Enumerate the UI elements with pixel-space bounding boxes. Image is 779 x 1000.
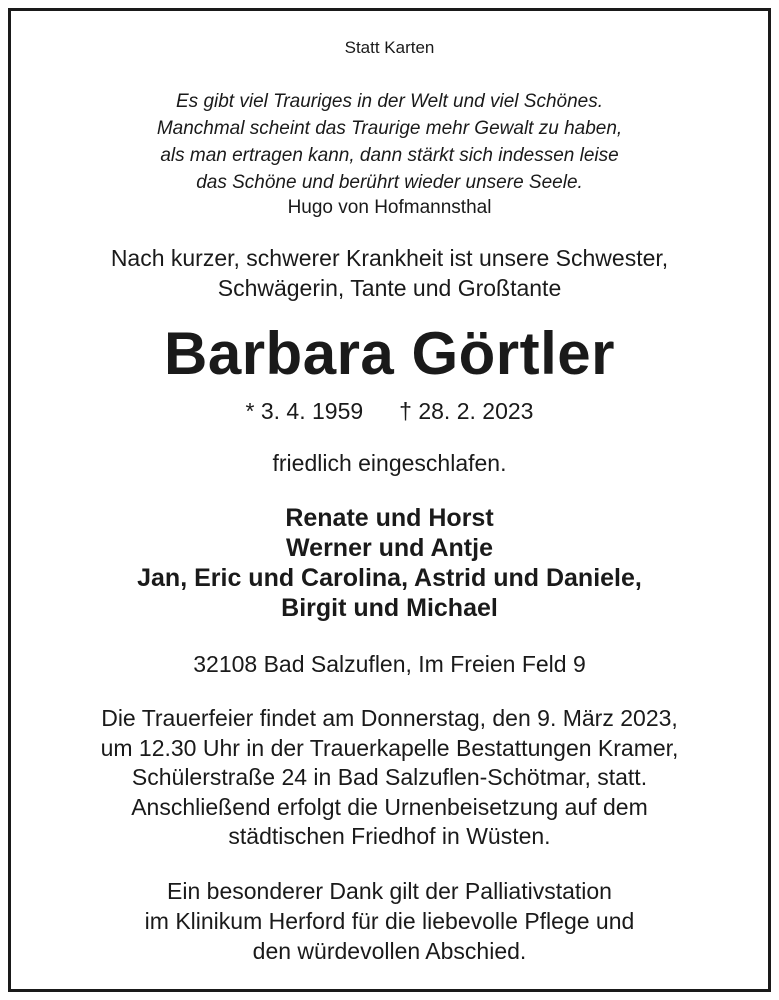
quote-line: das Schöne und berührt wieder unsere Seele. <box>196 172 583 193</box>
intro-text <box>0 243 779 303</box>
service-line: Anschließend erfolgt die Urnenbeisetzung auf dem <box>131 793 648 820</box>
quote-author-text: Hugo von Hofmannsthal <box>287 197 492 218</box>
mourners-list <box>0 503 779 623</box>
quote-author <box>0 194 779 221</box>
mourner-line: Renate und Horst <box>285 504 494 532</box>
service-line: städtischen Friedhof in Wüsten. <box>228 823 551 849</box>
deceased-name-text: Barbara Görtler <box>164 320 615 387</box>
quote-line: als man ertragen kann, dann stärkt sich indessen leise <box>160 145 619 166</box>
peaceful-text <box>0 448 779 478</box>
service-line: um 12.30 Uhr in der Trauerkapelle Bestattungen Kramer, <box>100 734 679 761</box>
address <box>0 649 779 679</box>
quote-block <box>0 88 779 196</box>
intro-line: Schwägerin, Tante und Großtante <box>217 275 562 301</box>
funeral-service-info <box>0 704 779 852</box>
thanks-note <box>0 876 779 966</box>
mourner-line: Werner und Antje <box>286 534 493 562</box>
header-text: Statt Karten <box>344 38 435 57</box>
mourner-line: Birgit und Michael <box>281 594 498 622</box>
thanks-line: den würdevollen Abschied. <box>252 938 527 964</box>
header-statt-karten <box>0 37 779 59</box>
address-text: 32108 Bad Salzuflen, Im Freien Feld 9 <box>193 651 586 677</box>
mourner-line: Jan, Eric und Carolina, Astrid und Daniele, <box>137 564 642 592</box>
birth-date: * 3. 4. 1959 <box>245 398 364 424</box>
service-line: Schülerstraße 24 in Bad Salzuflen-Schötmar, statt. <box>131 764 648 790</box>
service-line: Die Trauerfeier findet am Donnerstag, den 9. März 2023, <box>101 705 678 731</box>
peaceful-line: friedlich eingeschlafen. <box>272 450 507 476</box>
quote-line: Manchmal scheint das Traurige mehr Gewalt zu haben, <box>156 118 623 139</box>
intro-line: Nach kurzer, schwerer Krankheit ist unsere Schwester, <box>110 245 669 271</box>
life-dates <box>0 396 779 426</box>
thanks-line: im Klinikum Herford für die liebevolle Pflege und <box>144 908 635 934</box>
quote-line: Es gibt viel Trauriges in der Welt und viel Schönes. <box>176 91 603 112</box>
deceased-name <box>0 316 779 392</box>
thanks-line: Ein besonderer Dank gilt der Palliativstation <box>167 878 612 904</box>
death-date: † 28. 2. 2023 <box>399 398 534 424</box>
